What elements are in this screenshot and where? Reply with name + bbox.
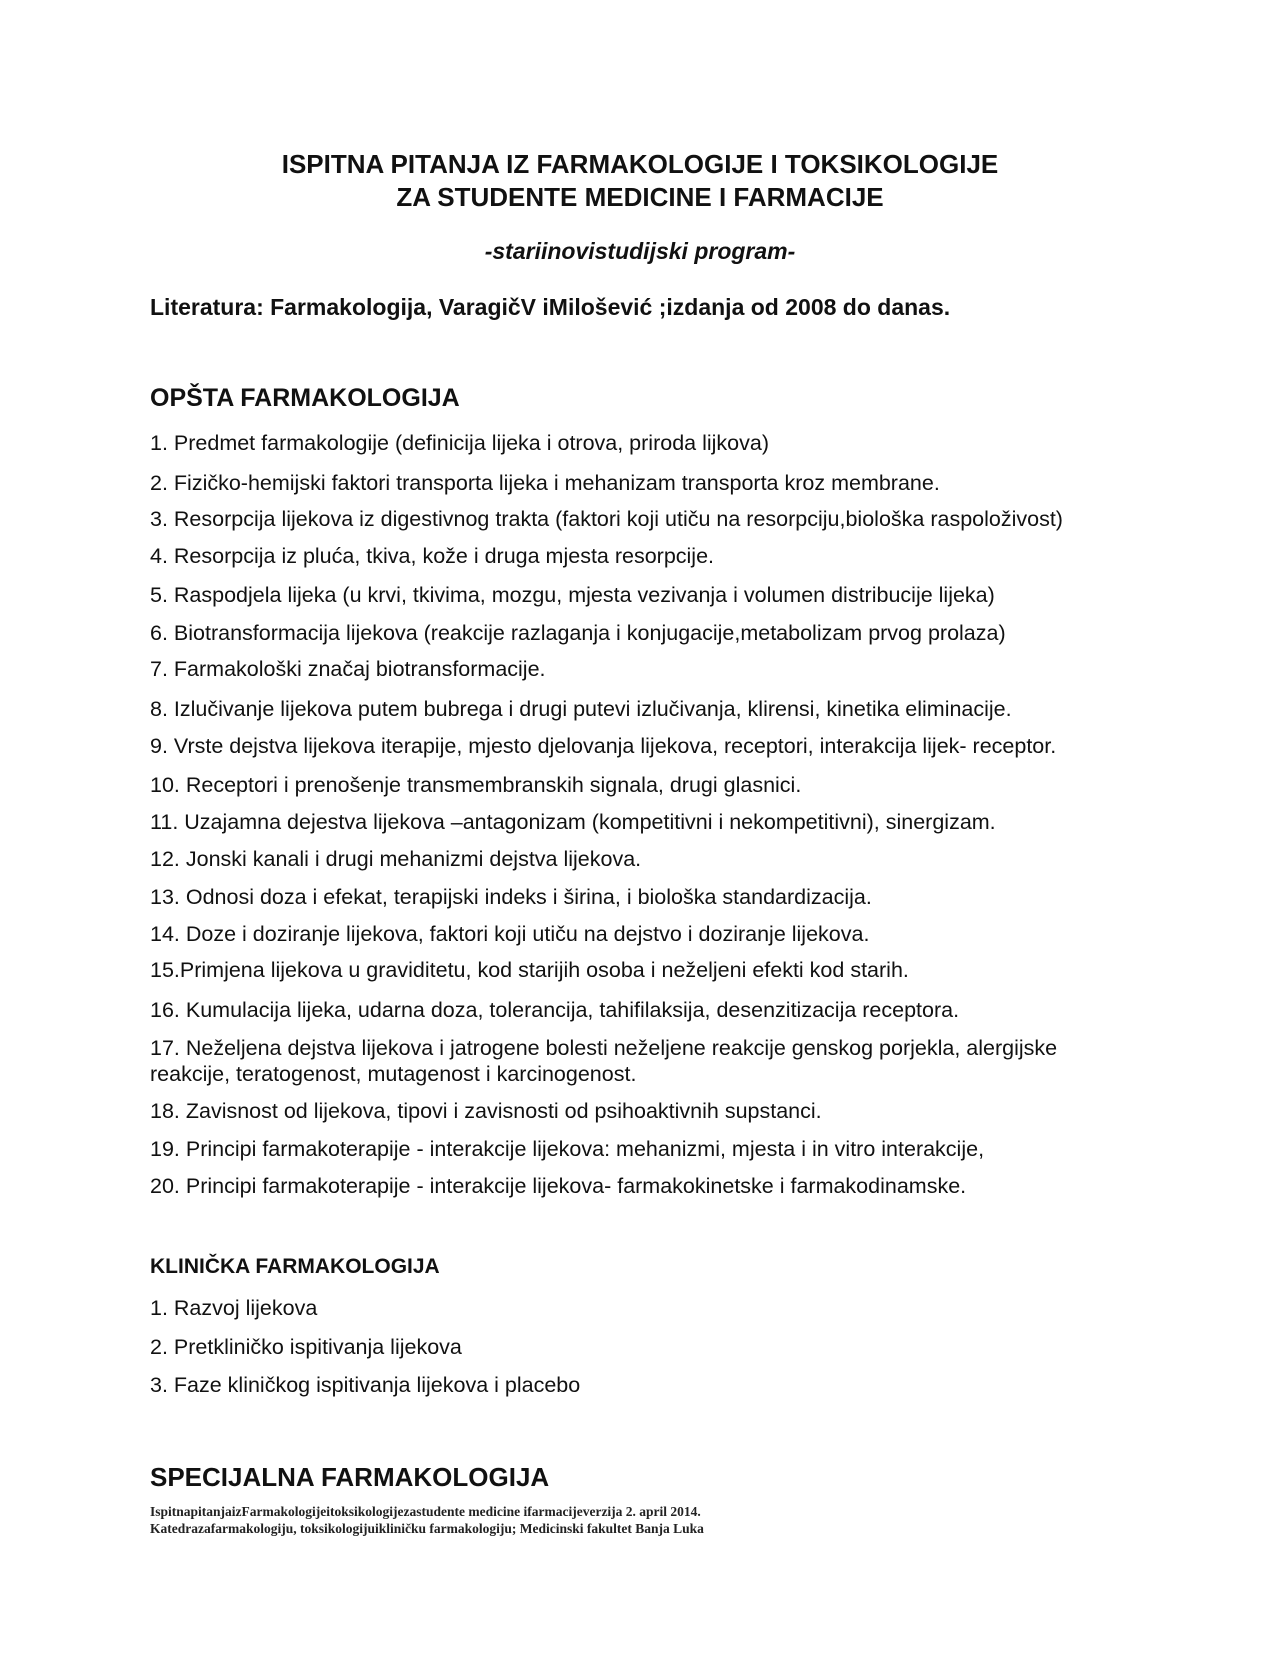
- list-item: 3. Faze kliničkog ispitivanja lijekova i placebo: [150, 1373, 581, 1397]
- list-item: 11. Uzajamna dejestva lijekova –antagonizam (kompetitivni i nekompetitivni), sinergizam.: [150, 810, 996, 834]
- list-item: 17. Neželjena dejstva lijekova i jatrogene bolesti neželjene reakcije genskog porjekla, alergijske reakcije, teratogenost, mutagenost i karcinogenost.: [150, 1036, 1058, 1086]
- list-item: 5. Raspodjela lijeka (u krvi, tkivima, mozgu, mjesta vezivanja i volumen distribucije lijeka): [150, 583, 995, 607]
- list-item: 12. Jonski kanali i drugi mehanizmi dejstva lijekova.: [150, 847, 642, 871]
- list-item: 20. Principi farmakoterapije - interakcije lijekova- farmakokinetske i farmakodinamske.: [150, 1174, 967, 1198]
- list-item: 15.Primjena lijekova u graviditetu, kod starijih osoba i neželjeni efekti kod starih.: [150, 958, 909, 982]
- list-item: 1. Predmet farmakologije (definicija lijeka i otrova, priroda lijkova): [150, 431, 769, 455]
- list-item: 3. Resorpcija lijekova iz digestivnog trakta (faktori koji utiču na resorpciju,biološka raspoloživost): [150, 507, 1063, 531]
- page-footer: [150, 1503, 704, 1537]
- document-title-line-2: ZA STUDENTE MEDICINE I FARMACIJE: [396, 182, 884, 212]
- list-item: 18. Zavisnost od lijekova, tipovi i zavisnosti od psihoaktivnih supstanci.: [150, 1099, 822, 1123]
- list-item: 8. Izlučivanje lijekova putem bubrega i drugi putevi izlučivanja, klirensi, kinetika eliminacije.: [150, 697, 1012, 721]
- document-title-line-1: ISPITNA PITANJA IZ FARMAKOLOGIJE I TOKSIKOLOGIJE: [281, 149, 999, 179]
- list-item: 16. Kumulacija lijeka, udarna doza, tolerancija, tahifilaksija, desenzitizacija receptora.: [150, 998, 960, 1022]
- list-item: 10. Receptori i prenošenje transmembranskih signala, drugi glasnici.: [150, 773, 802, 797]
- list-item: 14. Doze i doziranje lijekova, faktori koji utiču na dejstvo i doziranje lijekova.: [150, 922, 870, 946]
- footer-line-2: Katedrazafarmakologiju, toksikologijuikliničku farmakologiju; Medicinski fakultet Banja Luka: [150, 1521, 704, 1536]
- literature-reference: Literatura: Farmakologija, VaragičV iMilošević ;izdanja od 2008 do danas.: [150, 294, 951, 320]
- program-subtitle: -stariinovistudijski program-: [484, 238, 796, 264]
- list-item: 7. Farmakološki značaj biotransformacije.: [150, 657, 546, 681]
- list-item: 2. Pretkliničko ispitivanja lijekova: [150, 1335, 462, 1359]
- list-item: 9. Vrste dejstva lijekova iterapije, mjesto djelovanja lijekova, receptori, interakcija lijek- receptor.: [150, 734, 1057, 758]
- footer-line-1: IspitnapitanjaizFarmakologijeitoksikologijezastudente medicine ifarmacijeverzija 2. april 2014.: [150, 1504, 701, 1519]
- section-title-opsta: OPŠTA FARMAKOLOGIJA: [150, 384, 460, 412]
- list-item: 19. Principi farmakoterapije - interakcije lijekova: mehanizmi, mjesta i in vitro interakcije,: [150, 1137, 985, 1161]
- section-title-specijalna: SPECIJALNA FARMAKOLOGIJA: [150, 1462, 550, 1492]
- list-item: 2. Fizičko-hemijski faktori transporta lijeka i mehanizam transporta kroz membrane.: [150, 471, 940, 495]
- section-title-klinicka: KLINIČKA FARMAKOLOGIJA: [150, 1255, 440, 1278]
- list-item: 13. Odnosi doza i efekat, terapijski indeks i širina, i biološka standardizacija.: [150, 885, 872, 909]
- list-item: 1. Razvoj lijekova: [150, 1296, 318, 1320]
- list-item: 4. Resorpcija iz pluća, tkiva, kože i druga mjesta resorpcije.: [150, 544, 715, 568]
- list-item: 6. Biotransformacija lijekova (reakcije razlaganja i konjugacije,metabolizam prvog prolaza): [150, 621, 1006, 645]
